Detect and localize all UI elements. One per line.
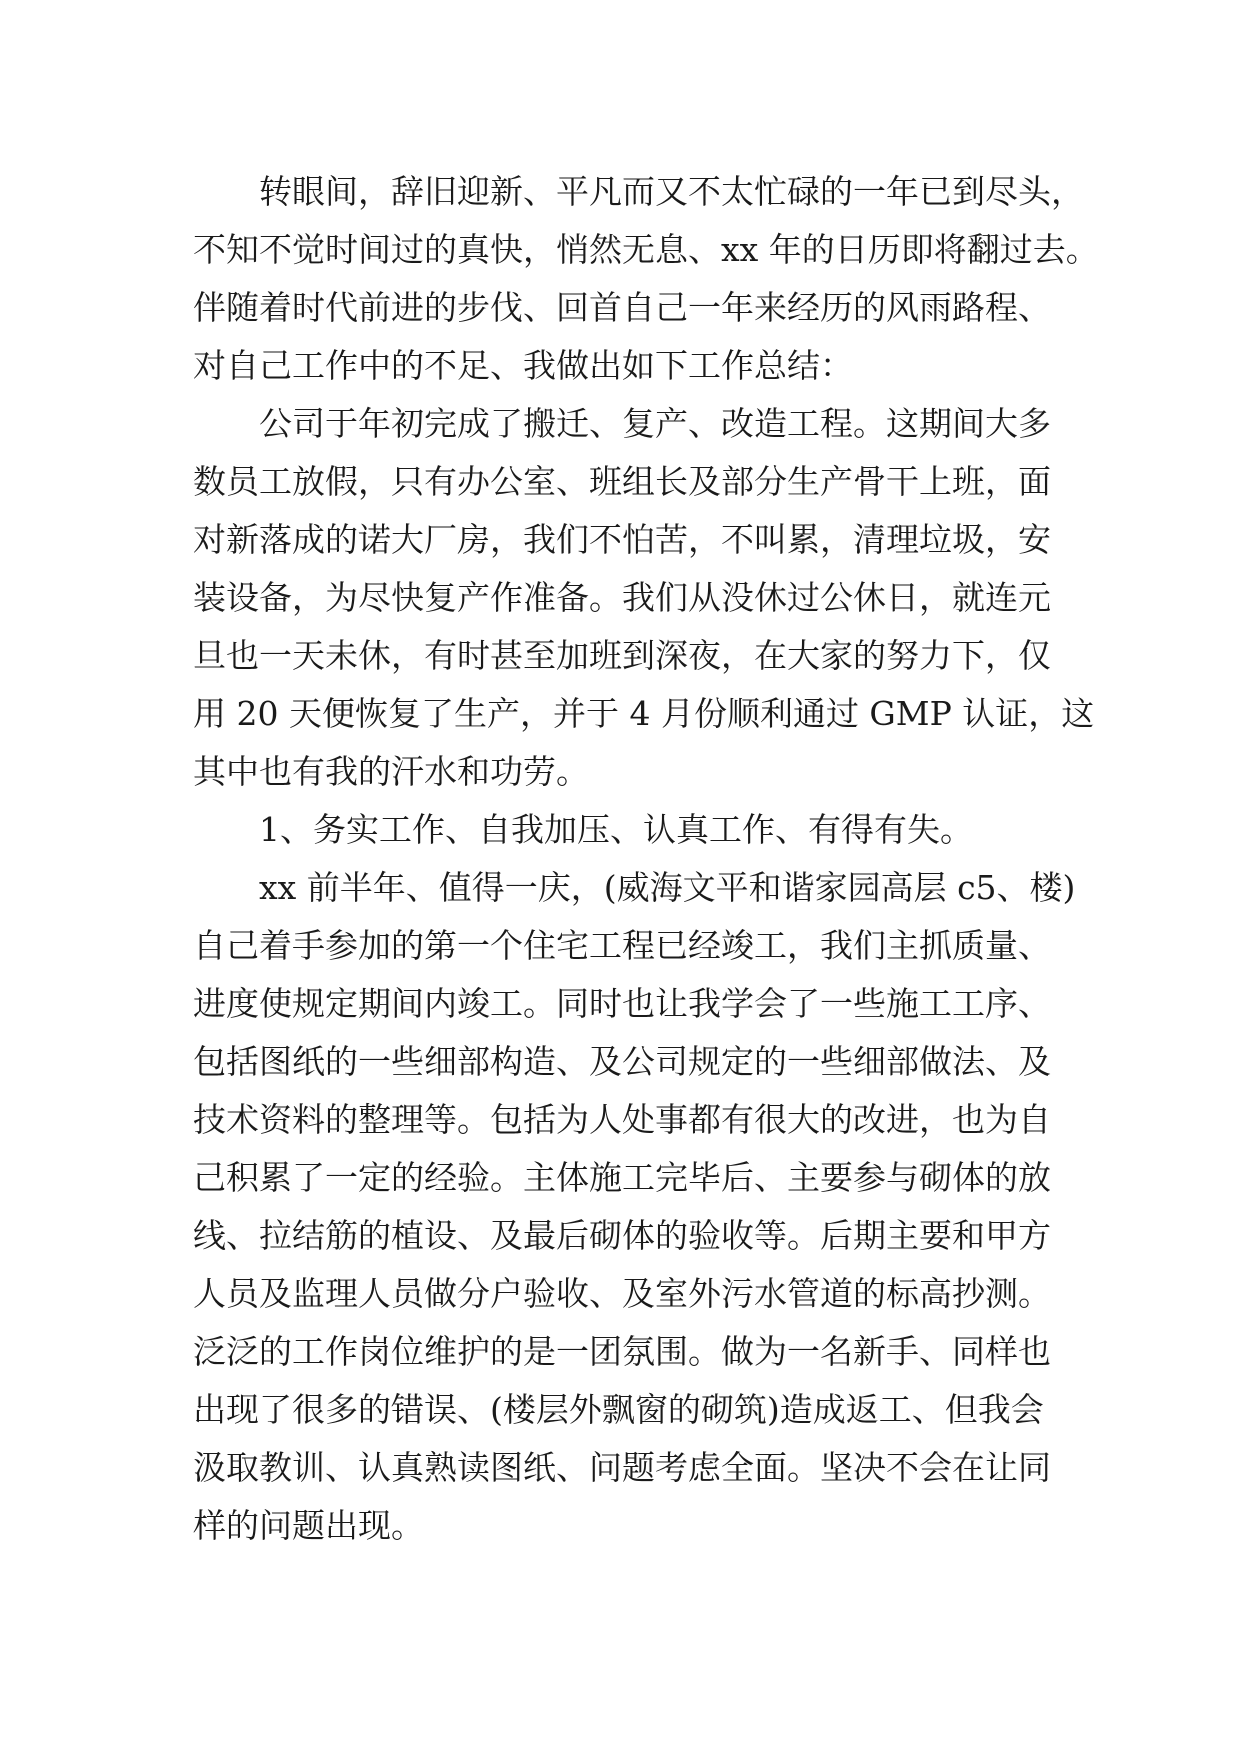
text-line: 转眼间，辞旧迎新、平凡而又不太忙碌的一年已到尽头， (259, 172, 1084, 211)
text-line: 包括图纸的一些细部构造、及公司规定的一些细部做法、及 (193, 1042, 1051, 1081)
text-line: 数员工放假，只有办公室、班组长及部分生产骨干上班，面 (193, 462, 1051, 501)
text-line: 线、拉结筋的植设、及最后砌体的验收等。后期主要和甲方 (193, 1216, 1051, 1255)
text-line: 进度使规定期间内竣工。同时也让我学会了一些施工工序、 (193, 984, 1051, 1023)
paragraph-intro (193, 163, 1099, 395)
text-line: 出现了很多的错误、(楼层外飘窗的砌筑)造成返工、但我会 (193, 1390, 1044, 1429)
text-line: 旦也一天未休，有时甚至加班到深夜，在大家的努力下，仅 (193, 636, 1051, 675)
text-line: 用 20 天便恢复了生产，并于 4 月份顺利通过 GMP 认证，这 (193, 694, 1095, 733)
text-line: 公司于年初完成了搬迁、复产、改造工程。这期间大多 (259, 404, 1051, 443)
text-line: 汲取教训、认真熟读图纸、问题考虑全面。坚决不会在让同 (193, 1448, 1051, 1487)
text-line: 伴随着时代前进的步伐、回首自己一年来经历的风雨路程、 (193, 288, 1051, 327)
paragraph-relocation (193, 395, 1095, 801)
document-body (193, 163, 1099, 1555)
text-line: 对自己工作中的不足、我做出如下工作总结： (193, 346, 853, 385)
text-line: 技术资料的整理等。包括为人处事都有很大的改进，也为自 (193, 1100, 1051, 1139)
text-line: xx 前半年、值得一庆，(威海文平和谐家园高层 c5、楼) (259, 868, 1076, 907)
heading-line: 1、务实工作、自我加压、认真工作、有得有失。 (259, 810, 973, 849)
text-line: 自己着手参加的第一个住宅工程已经竣工，我们主抓质量、 (193, 926, 1051, 965)
text-line: 己积累了一定的经验。主体施工完毕后、主要参与砌体的放 (193, 1158, 1051, 1197)
section-heading (193, 801, 1073, 859)
text-line: 装设备，为尽快复产作准备。我们从没休过公休日，就连元 (193, 578, 1051, 617)
text-line: 不知不觉时间过的真快，悄然无息、xx 年的日历即将翻过去。 (193, 230, 1099, 269)
paragraph-project (193, 859, 1076, 1555)
text-line: 泛泛的工作岗位维护的是一团氛围。做为一名新手、同样也 (193, 1332, 1051, 1371)
text-line: 人员及监理人员做分户验收、及室外污水管道的标高抄测。 (193, 1274, 1051, 1313)
text-line: 其中也有我的汗水和功劳。 (193, 752, 589, 791)
text-line: 对新落成的诺大厂房，我们不怕苦，不叫累，清理垃圾，安 (193, 520, 1051, 559)
text-line: 样的问题出现。 (193, 1506, 424, 1545)
